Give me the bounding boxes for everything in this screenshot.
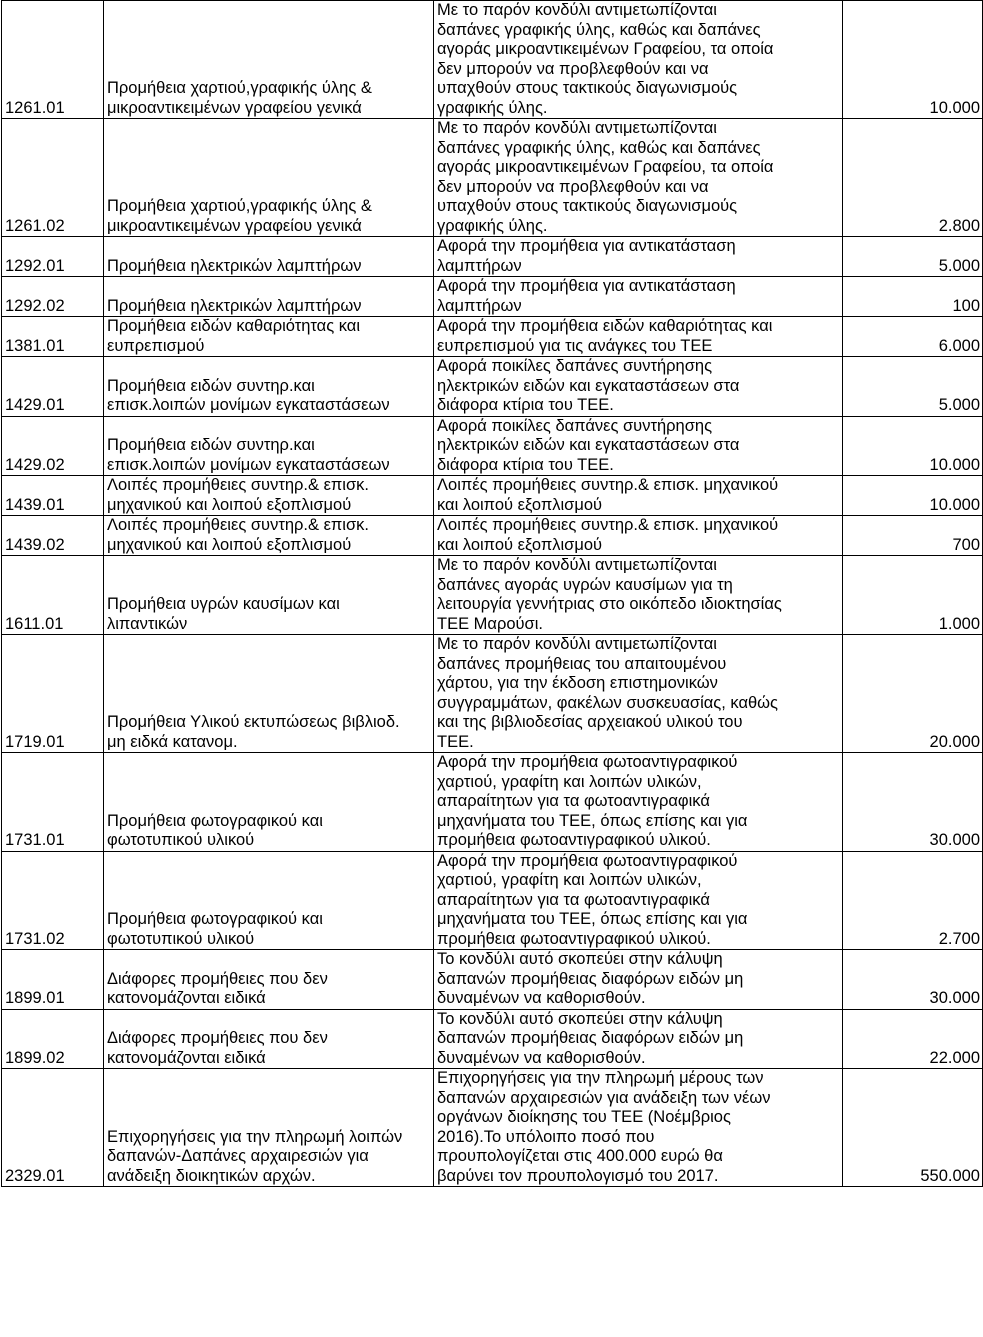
text-line: υπαχθούν στους τακτικούς διαγωνισμούς bbox=[437, 197, 738, 215]
text-line: Προμήθεια ειδών συντηρ.και bbox=[107, 436, 315, 454]
account-code: 1611.01 bbox=[2, 556, 104, 635]
account-description bbox=[434, 950, 843, 1010]
text-line: απαραίτητων για τα φωτοαντιγραφικά bbox=[437, 890, 710, 909]
table-row bbox=[2, 476, 983, 516]
text-line: χάρτου, για την έκδοση επιστημονικών bbox=[437, 674, 718, 692]
text-line: δαπανών-Δαπάνες αρχαιρεσιών για bbox=[107, 1147, 369, 1165]
account-title bbox=[104, 357, 434, 417]
account-description bbox=[434, 119, 843, 237]
text-line: μηχανήματα του ΤΕΕ, όπως επίσης και για bbox=[437, 910, 748, 928]
text-line: Προμήθεια χαρτιού,γραφικής ύλης & bbox=[107, 197, 372, 215]
table-row bbox=[2, 635, 983, 753]
text-line: δυναμένων να καθορισθούν. bbox=[437, 989, 646, 1007]
text-line: Αφορά την προμήθεια φωτοαντιγραφικού bbox=[437, 851, 738, 870]
account-title bbox=[104, 556, 434, 635]
account-title bbox=[104, 317, 434, 357]
account-description bbox=[434, 516, 843, 556]
text-line: δαπανών προμήθειας διαφόρων ειδών μη bbox=[437, 969, 744, 988]
amount: 2.800 bbox=[843, 119, 983, 237]
text-line: Διάφορες προμήθειες που δεν bbox=[107, 969, 328, 988]
account-description bbox=[434, 1009, 843, 1069]
text-line: Λοιπές προμήθειες συντηρ.& επισκ. μηχανικού bbox=[437, 476, 779, 494]
table-row bbox=[2, 317, 983, 357]
account-code: 1381.01 bbox=[2, 317, 104, 357]
table-row bbox=[2, 516, 983, 556]
account-code: 1731.02 bbox=[2, 851, 104, 950]
account-description bbox=[434, 1, 843, 119]
text-line: Προμήθεια υγρών καυσίμων και bbox=[107, 595, 340, 613]
table-row bbox=[2, 277, 983, 317]
table-row bbox=[2, 1069, 983, 1187]
text-line: υπαχθούν στους τακτικούς διαγωνισμούς bbox=[437, 79, 738, 97]
account-title bbox=[104, 1069, 434, 1187]
account-title bbox=[104, 476, 434, 516]
account-description bbox=[434, 416, 843, 476]
account-description bbox=[434, 556, 843, 635]
text-line: ανάδειξη διοικητικών αρχών. bbox=[107, 1166, 316, 1185]
text-line: προυπολογίζεται στις 400.000 ευρώ θα bbox=[437, 1147, 723, 1165]
amount: 6.000 bbox=[843, 317, 983, 357]
text-line: ηλεκτρικών ειδών και εγκαταστάσεων στα bbox=[437, 436, 740, 454]
text-line: μηχανήματα του ΤΕΕ, όπως επίσης και για bbox=[437, 811, 748, 830]
account-code: 1429.01 bbox=[2, 357, 104, 417]
account-description bbox=[434, 476, 843, 516]
account-title bbox=[104, 1009, 434, 1069]
amount: 30.000 bbox=[843, 950, 983, 1010]
text-line: κατονομάζονται ειδικά bbox=[107, 989, 266, 1007]
text-line: Επιχορηγήσεις για την πληρωμή λοιπών bbox=[107, 1127, 403, 1146]
text-line: διάφορα κτίρια του ΤΕΕ. bbox=[437, 396, 614, 414]
text-line: γραφικής ύλης. bbox=[437, 98, 548, 117]
account-title bbox=[104, 635, 434, 753]
text-line: λαμπτήρων bbox=[437, 296, 522, 315]
text-line: λειτουργία γεννήτριας στο οικόπεδο ιδιοκτησίας bbox=[437, 595, 782, 613]
text-line: και λοιπού εξοπλισμού bbox=[437, 495, 603, 514]
budget-table bbox=[1, 0, 983, 1187]
text-line: Προμήθεια ηλεκτρικών λαμπτήρων bbox=[107, 256, 362, 275]
account-code: 1439.01 bbox=[2, 476, 104, 516]
text-line: και της βιβλιοδεσίας αρχειακού υλικού του bbox=[437, 713, 743, 731]
account-code: 1719.01 bbox=[2, 635, 104, 753]
account-description bbox=[434, 277, 843, 317]
text-line: γραφικής ύλης. bbox=[437, 216, 548, 235]
text-line: προμήθεια φωτοαντιγραφικού υλικού. bbox=[437, 929, 711, 948]
text-line: Το κονδύλι αυτό σκοπεύει στην κάλυψη bbox=[437, 950, 723, 968]
text-line: φωτοτυπικού υλικού bbox=[107, 831, 255, 849]
account-title bbox=[104, 277, 434, 317]
table-row bbox=[2, 753, 983, 852]
text-line: Προμήθεια ηλεκτρικών λαμπτήρων bbox=[107, 296, 362, 315]
text-line: απαραίτητων για τα φωτοαντιγραφικά bbox=[437, 792, 710, 810]
amount: 5.000 bbox=[843, 357, 983, 417]
amount: 22.000 bbox=[843, 1009, 983, 1069]
text-line: δαπανών προμήθειας διαφόρων ειδών μη bbox=[437, 1029, 744, 1047]
text-line: Με το παρόν κονδύλι αντιμετωπίζονται bbox=[437, 119, 717, 137]
text-line: μηχανικού και λοιπού εξοπλισμού bbox=[107, 535, 352, 554]
text-line: Αφορά την προμήθεια φωτοαντιγραφικού bbox=[437, 753, 738, 771]
account-title bbox=[104, 416, 434, 476]
text-line: ευπρεπισμού για τις ανάγκες του ΤΕΕ bbox=[437, 336, 713, 355]
account-code: 1899.01 bbox=[2, 950, 104, 1010]
account-code: 1731.01 bbox=[2, 753, 104, 852]
account-description bbox=[434, 237, 843, 277]
text-line: 2016).Το υπόλοιπο ποσό που bbox=[437, 1127, 655, 1146]
account-code: 1261.01 bbox=[2, 1, 104, 119]
amount: 100 bbox=[843, 277, 983, 317]
amount: 20.000 bbox=[843, 635, 983, 753]
text-line: ηλεκτρικών ειδών και εγκαταστάσεων στα bbox=[437, 376, 740, 395]
text-line: ευπρεπισμού bbox=[107, 336, 205, 355]
text-line: προμήθεια φωτοαντιγραφικού υλικού. bbox=[437, 831, 711, 849]
text-line: συγγραμμάτων, φακέλων συσκευασίας, καθώς bbox=[437, 693, 778, 712]
account-description bbox=[434, 635, 843, 753]
text-line: μηχανικού και λοιπού εξοπλισμού bbox=[107, 495, 352, 514]
amount: 10.000 bbox=[843, 1, 983, 119]
account-description bbox=[434, 851, 843, 950]
text-line: Λοιπές προμήθειες συντηρ.& επισκ. bbox=[107, 476, 369, 494]
text-line: Με το παρόν κονδύλι αντιμετωπίζονται bbox=[437, 635, 717, 653]
account-code: 2329.01 bbox=[2, 1069, 104, 1187]
text-line: φωτοτυπικού υλικού bbox=[107, 929, 255, 948]
text-line: χαρτιού, γραφίτη και λοιπών υλικών, bbox=[437, 871, 702, 889]
text-line: δαπάνες προμήθειας του απαιτουμένου bbox=[437, 654, 727, 673]
account-title bbox=[104, 516, 434, 556]
amount: 30.000 bbox=[843, 753, 983, 852]
text-line: Με το παρόν κονδύλι αντιμετωπίζονται bbox=[437, 556, 717, 574]
text-line: και λοιπού εξοπλισμού bbox=[437, 535, 603, 554]
amount: 700 bbox=[843, 516, 983, 556]
account-code: 1429.02 bbox=[2, 416, 104, 476]
text-line: δαπάνες γραφικής ύλης, καθώς και δαπάνες bbox=[437, 138, 761, 157]
text-line: Προμήθεια Υλικού εκτυπώσεως βιβλιοδ. bbox=[107, 713, 400, 731]
text-line: Προμήθεια φωτογραφικού και bbox=[107, 811, 323, 830]
text-line: λιπαντικών bbox=[107, 614, 188, 633]
account-title bbox=[104, 753, 434, 852]
amount: 2.700 bbox=[843, 851, 983, 950]
amount: 5.000 bbox=[843, 237, 983, 277]
table-row bbox=[2, 237, 983, 277]
text-line: Αφορά την προμήθεια για αντικατάσταση bbox=[437, 237, 736, 255]
table-row bbox=[2, 1, 983, 119]
account-code: 1292.01 bbox=[2, 237, 104, 277]
text-line: λαμπτήρων bbox=[437, 256, 522, 275]
text-line: επισκ.λοιπών μονίμων εγκαταστάσεων bbox=[107, 455, 390, 474]
text-line: δαπανών αρχαιρεσιών για ανάδειξη των νέων bbox=[437, 1088, 771, 1107]
table-row bbox=[2, 1009, 983, 1069]
text-line: μικροαντικειμένων γραφείου γενικά bbox=[107, 98, 362, 117]
text-line: μικροαντικειμένων γραφείου γενικά bbox=[107, 216, 362, 235]
text-line: Αφορά ποικίλες δαπάνες συντήρησης bbox=[437, 357, 713, 375]
text-line: αγοράς μικροαντικειμένων Γραφείου, τα οποία bbox=[437, 40, 774, 58]
text-line: ΤΕΕ Μαρούσι. bbox=[437, 614, 543, 633]
text-line: Λοιπές προμήθειες συντηρ.& επισκ. μηχανικού bbox=[437, 516, 779, 534]
text-line: Με το παρόν κονδύλι αντιμετωπίζονται bbox=[437, 1, 717, 19]
text-line: Διάφορες προμήθειες που δεν bbox=[107, 1029, 328, 1047]
amount: 550.000 bbox=[843, 1069, 983, 1187]
text-line: Προμήθεια ειδών καθαριότητας και bbox=[107, 317, 361, 335]
table-row bbox=[2, 416, 983, 476]
account-title bbox=[104, 237, 434, 277]
text-line: μη ειδκά κατανομ. bbox=[107, 732, 238, 751]
text-line: Προμήθεια χαρτιού,γραφικής ύλης & bbox=[107, 79, 372, 97]
account-code: 1292.02 bbox=[2, 277, 104, 317]
text-line: Αφορά την προμήθεια για αντικατάσταση bbox=[437, 277, 736, 295]
text-line: οργάνων διοίκησης του ΤΕΕ (Νοέμβριος bbox=[437, 1108, 731, 1126]
table-row bbox=[2, 556, 983, 635]
account-code: 1899.02 bbox=[2, 1009, 104, 1069]
account-title bbox=[104, 851, 434, 950]
text-line: Το κονδύλι αυτό σκοπεύει στην κάλυψη bbox=[437, 1009, 723, 1028]
account-code: 1439.02 bbox=[2, 516, 104, 556]
text-line: διάφορα κτίρια του ΤΕΕ. bbox=[437, 455, 614, 474]
account-title bbox=[104, 1, 434, 119]
text-line: δυναμένων να καθορισθούν. bbox=[437, 1048, 646, 1067]
account-title bbox=[104, 950, 434, 1010]
text-line: χαρτιού, γραφίτη και λοιπών υλικών, bbox=[437, 772, 702, 791]
text-line: Λοιπές προμήθειες συντηρ.& επισκ. bbox=[107, 516, 369, 534]
account-title bbox=[104, 119, 434, 237]
text-line: αγοράς μικροαντικειμένων Γραφείου, τα οποία bbox=[437, 158, 774, 176]
account-code: 1261.02 bbox=[2, 119, 104, 237]
text-line: Αφορά ποικίλες δαπάνες συντήρησης bbox=[437, 416, 713, 435]
text-line: Επιχορηγήσεις για την πληρωμή μέρους των bbox=[437, 1069, 764, 1087]
text-line: Προμήθεια ειδών συντηρ.και bbox=[107, 376, 315, 395]
amount: 1.000 bbox=[843, 556, 983, 635]
text-line: δεν μπορούν να προβλεφθούν και να bbox=[437, 177, 709, 196]
text-line: δαπάνες αγοράς υγρών καυσίμων για τη bbox=[437, 575, 733, 594]
account-description bbox=[434, 1069, 843, 1187]
text-line: επισκ.λοιπών μονίμων εγκαταστάσεων bbox=[107, 396, 390, 414]
account-description bbox=[434, 753, 843, 852]
text-line: δεν μπορούν να προβλεφθούν και να bbox=[437, 59, 709, 78]
text-line: Προμήθεια φωτογραφικού και bbox=[107, 910, 323, 928]
amount: 10.000 bbox=[843, 416, 983, 476]
text-line: κατονομάζονται ειδικά bbox=[107, 1048, 266, 1067]
table-row bbox=[2, 950, 983, 1010]
text-line: Αφορά την προμήθεια ειδών καθαριότητας και bbox=[437, 317, 773, 335]
text-line: ΤΕΕ. bbox=[437, 732, 474, 751]
budget-table-body bbox=[2, 1, 983, 1187]
text-line: δαπάνες γραφικής ύλης, καθώς και δαπάνες bbox=[437, 20, 761, 39]
account-description bbox=[434, 317, 843, 357]
table-row bbox=[2, 851, 983, 950]
amount: 10.000 bbox=[843, 476, 983, 516]
text-line: βαρύνει τον προυπολογισμό του 2017. bbox=[437, 1166, 719, 1185]
table-row bbox=[2, 357, 983, 417]
account-description bbox=[434, 357, 843, 417]
table-row bbox=[2, 119, 983, 237]
